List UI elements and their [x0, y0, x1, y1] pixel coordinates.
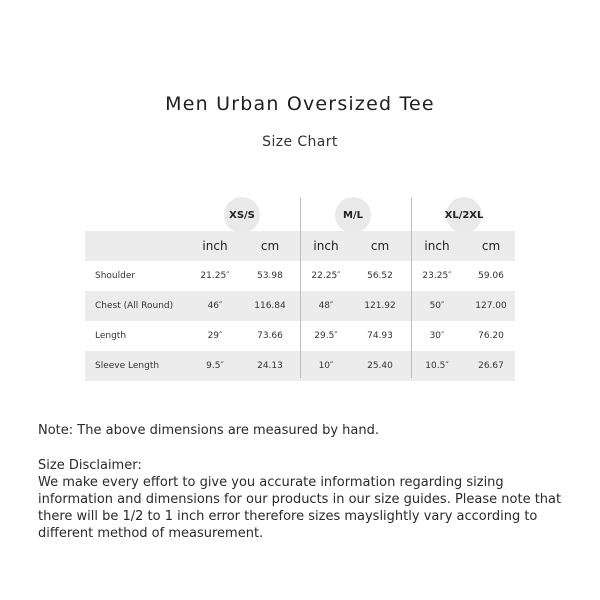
table-cell: 10.5″: [425, 361, 449, 371]
table-cell: 53.98: [257, 271, 283, 281]
table-cell: 127.00: [475, 301, 507, 311]
table-cell: 56.52: [367, 271, 393, 281]
unit-header-inch: inch: [424, 239, 450, 253]
table-cell: 76.20: [478, 331, 504, 341]
table-cell: 23.25″: [422, 271, 452, 281]
measurement-note: Note: The above dimensions are measured by hand.: [38, 423, 379, 438]
table-cell: 24.13: [257, 361, 283, 371]
row-label-chest: Chest (All Round): [95, 301, 174, 311]
unit-header-inch: inch: [313, 239, 339, 253]
page-subtitle: Size Chart: [262, 134, 338, 150]
disclaimer-body: We make every effort to give you accurate information regarding sizing information and dimensions for our products in our size guides. Please note that there will be 1/2 to 1 inch error therefore sizes mayslightly vary according to different method of measurement.: [38, 475, 562, 541]
row-label-length: Length: [95, 331, 127, 341]
table-cell: 30″: [429, 331, 445, 341]
table-cell: 22.25″: [311, 271, 341, 281]
size-chart-table: [85, 195, 515, 390]
table-cell: 26.67: [478, 361, 504, 371]
table-cell: 10″: [318, 361, 334, 371]
table-cell: 29″: [207, 331, 223, 341]
size-badge-m-l: M/L: [335, 197, 371, 233]
unit-header-inch: inch: [202, 239, 228, 253]
table-cell: 25.40: [367, 361, 393, 371]
table-cell: 121.92: [364, 301, 396, 311]
table-cell: 59.06: [478, 271, 504, 281]
page-title: Men Urban Oversized Tee: [165, 93, 435, 115]
disclaimer-title: Size Disclaimer:: [38, 458, 142, 473]
size-badge-xs-s: XS/S: [224, 197, 260, 233]
unit-header-cm: cm: [260, 239, 280, 253]
unit-header-cm: cm: [481, 239, 501, 253]
table-cell: 48″: [318, 301, 334, 311]
size-badge-xl-2xl: XL/2XL: [446, 197, 482, 233]
notes-section: [38, 422, 568, 542]
unit-header-cm: cm: [370, 239, 390, 253]
table-cell: 21.25″: [200, 271, 230, 281]
table-cell: 50″: [429, 301, 445, 311]
table-cell: 29.5″: [314, 331, 338, 341]
table-cell: 73.66: [257, 331, 283, 341]
table-cell: 46″: [207, 301, 223, 311]
row-label-shoulder: Shoulder: [95, 271, 136, 281]
table-cell: 9.5″: [206, 361, 224, 371]
row-label-sleeve-length: Sleeve Length: [95, 361, 160, 371]
table-cell: 116.84: [254, 301, 286, 311]
table-cell: 74.93: [367, 331, 393, 341]
